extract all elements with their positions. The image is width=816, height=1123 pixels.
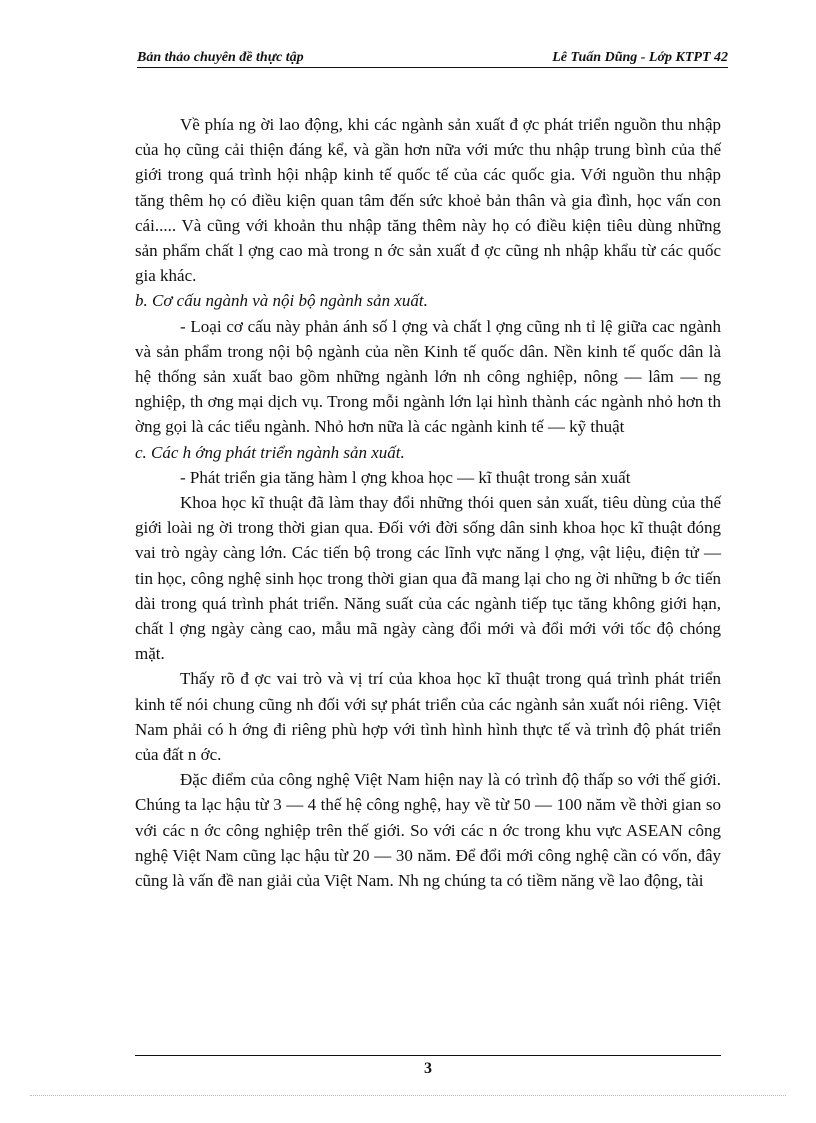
running-header (137, 50, 728, 70)
paragraph: Khoa học kĩ thuật đã làm thay đổi những thói quen sản xuất, tiêu dùng của thế giới loài ng ời trong thời gian qua. Đối với đời sống dân sinh khoa học kĩ thuật đóng vai trò ngày càng lớn. Các tiến bộ trong các lĩnh vực năng l ợng, vật liệu, điện tử — tin học, công nghệ sinh học trong thời gian qua đã mang lại cho ng ời những b ớc tiến dài trong quá trình phát triển. Năng suất của các ngành tiếp tục tăng không giới hạn, chất l ợng ngày càng cao, mẫu mã ngày càng đổi mới và đổi mới với tốc độ chóng mặt. (135, 493, 721, 664)
subheading: c. Các h ớng phát triển ngành sản xuất. (135, 442, 405, 462)
paragraph: Về phía ng ời lao động, khi các ngành sản xuất đ ợc phát triển nguồn thu nhập của họ cũng cải thiện đáng kể, và gần hơn nữa với mức thu nhập trung bình của thế giới trong quá trình hội nhập kinh tế quốc tế của các quốc gia. Với nguồn thu nhập tăng thêm họ có điều kiện quan tâm đến sức khoẻ bản thân và gia đình, học vấn con cái..... Và cũng với khoản thu nhập tăng thêm này họ có điều kiện tiêu dùng những sản phẩm chất l ợng cao mà trong n ớc sản xuất đ ợc cũng nh nhập khẩu từ các quốc gia khác. (135, 115, 721, 286)
header-title: Bản thảo chuyên đề thực tập (137, 50, 304, 65)
page-edge-divider (30, 1095, 786, 1096)
body-text (135, 112, 721, 893)
header-rule (137, 67, 728, 68)
paragraph: - Loại cơ cấu này phản ánh số l ợng và chất l ợng cũng nh tỉ lệ giữa cac ngành và sản phẩm trong nội bộ ngành của nền Kinh tế quốc dân. Nền kinh tế quốc dân là hệ thống sản xuất bao gồm những ngành lớn nh công nghiệp, nông — lâm — ng nghiệp, th ơng mại dịch vụ. Trong mỗi ngành lớn lại hình thành các ngành nhỏ hơn th ờng gọi là các tiểu ngành. Nhỏ hơn nữa là các ngành kinh tế — kỹ thuật (135, 316, 721, 437)
paragraph: Đặc điểm của công nghệ Việt Nam hiện nay là có trình độ thấp so với thế giới. Chúng ta lạc hậu từ 3 — 4 thế hệ công nghệ, hay về từ 50 — 100 năm về thời gian so với các n ớc công nghiệp trên thế giới. So với các n ớc trong khu vực ASEAN công nghệ Việt Nam cũng lạc hậu từ 20 — 30 năm. Để đổi mới công nghệ cần có vốn, đây cũng là vấn đề nan giải của Việt Nam. Nh ng chúng ta có tiềm năng về lao động, tài (135, 770, 721, 891)
subheading: b. Cơ cấu ngành và nội bộ ngành sản xuất. (135, 291, 428, 311)
footer-rule (135, 1055, 721, 1056)
paragraph: Thấy rõ đ ợc vai trò và vị trí của khoa học kĩ thuật trong quá trình phát triển kinh tế nói chung cũng nh đối với sự phát triển của các ngành sản xuất nói riêng. Việt Nam phải có h ớng đi riêng phù hợp với tình hình hình thực tế và trình độ phát triển của đất n ớc. (135, 669, 721, 765)
page-number: 3 (424, 1060, 432, 1077)
header-author: Lê Tuấn Dũng - Lớp KTPT 42 (552, 50, 728, 65)
paragraph: - Phát triển gia tăng hàm l ợng khoa học — kĩ thuật trong sản xuất (180, 467, 631, 487)
